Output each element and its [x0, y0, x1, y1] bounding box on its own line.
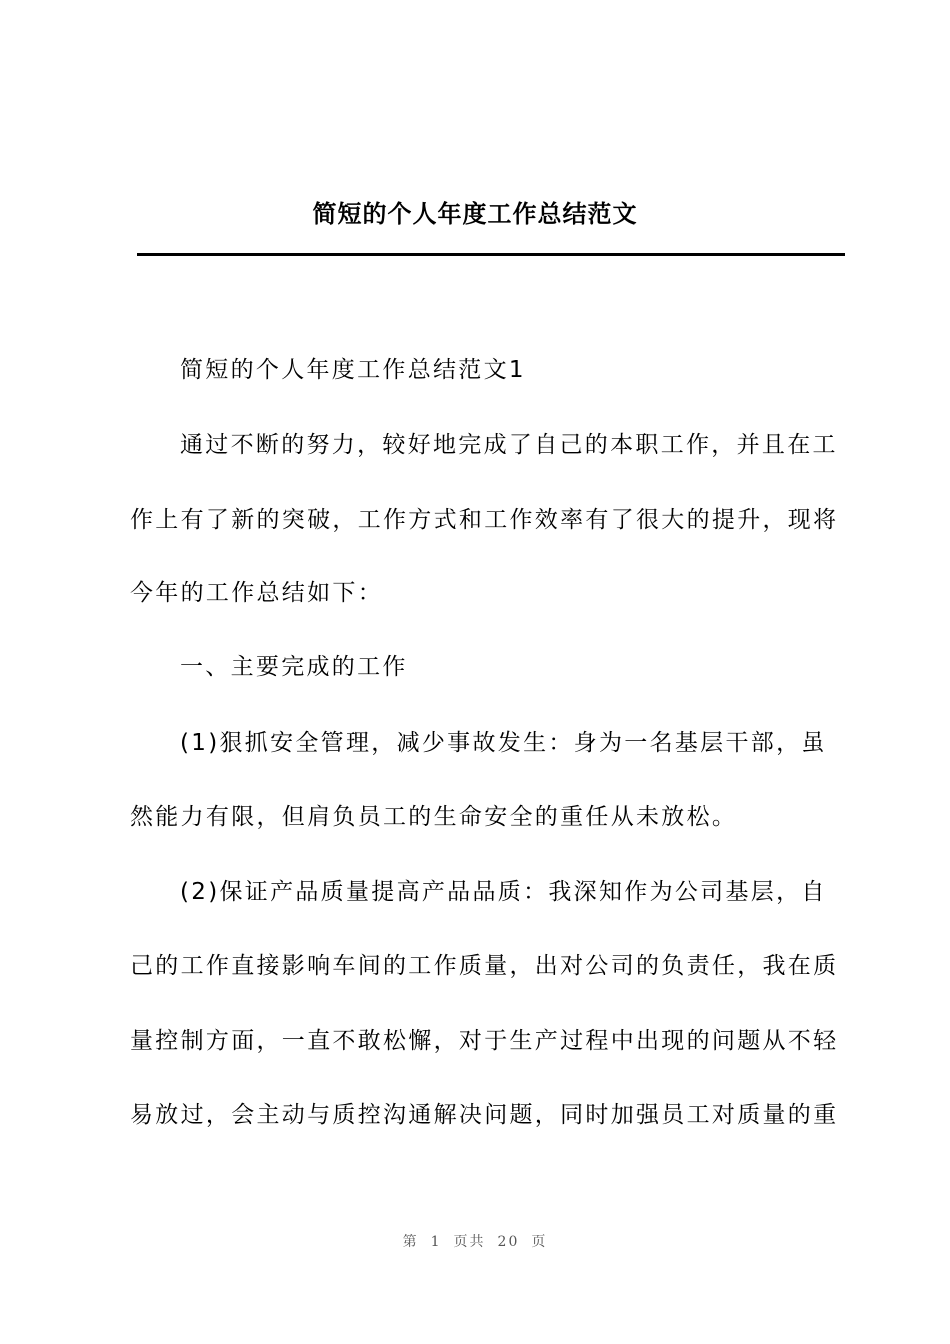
page-footer [0, 1231, 950, 1251]
subsection-heading: 一、主要完成的工作 [180, 654, 408, 680]
page-label-suffix: 页 [531, 1234, 548, 1250]
page-label-middle: 页共 [453, 1234, 486, 1250]
paragraph-line: 易放过，会主动与质控沟通解决问题，同时加强员工对质量的重 [130, 1102, 839, 1128]
page-number: 1 [430, 1234, 442, 1250]
paragraph-line: 量控制方面，一直不敢松懈，对于生产过程中出现的问题从不轻 [130, 1028, 839, 1054]
paragraph-line: 己的工作直接影响车间的工作质量，出对公司的负责任，我在质 [130, 953, 839, 979]
paragraph-line: 通过不断的努力，较好地完成了自己的本职工作，并且在工 [180, 432, 838, 458]
paragraph-line: (2)保证产品质量提高产品品质：我深知作为公司基层，自 [180, 879, 827, 905]
title-divider [137, 253, 845, 256]
document-title: 简短的个人年度工作总结范文 [312, 199, 638, 228]
paragraph-line: (1)狠抓安全管理，减少事故发生：身为一名基层干部，虽 [180, 730, 827, 756]
paragraph-line: 作上有了新的突破，工作方式和工作效率有了很大的提升，现将 [130, 507, 839, 533]
page-label-prefix: 第 [402, 1234, 419, 1250]
paragraph-line: 今年的工作总结如下： [130, 580, 383, 606]
total-pages: 20 [497, 1234, 520, 1250]
paragraph-line: 然能力有限，但肩负员工的生命安全的重任从未放松。 [130, 804, 738, 830]
section-heading: 简短的个人年度工作总结范文1 [180, 357, 526, 383]
